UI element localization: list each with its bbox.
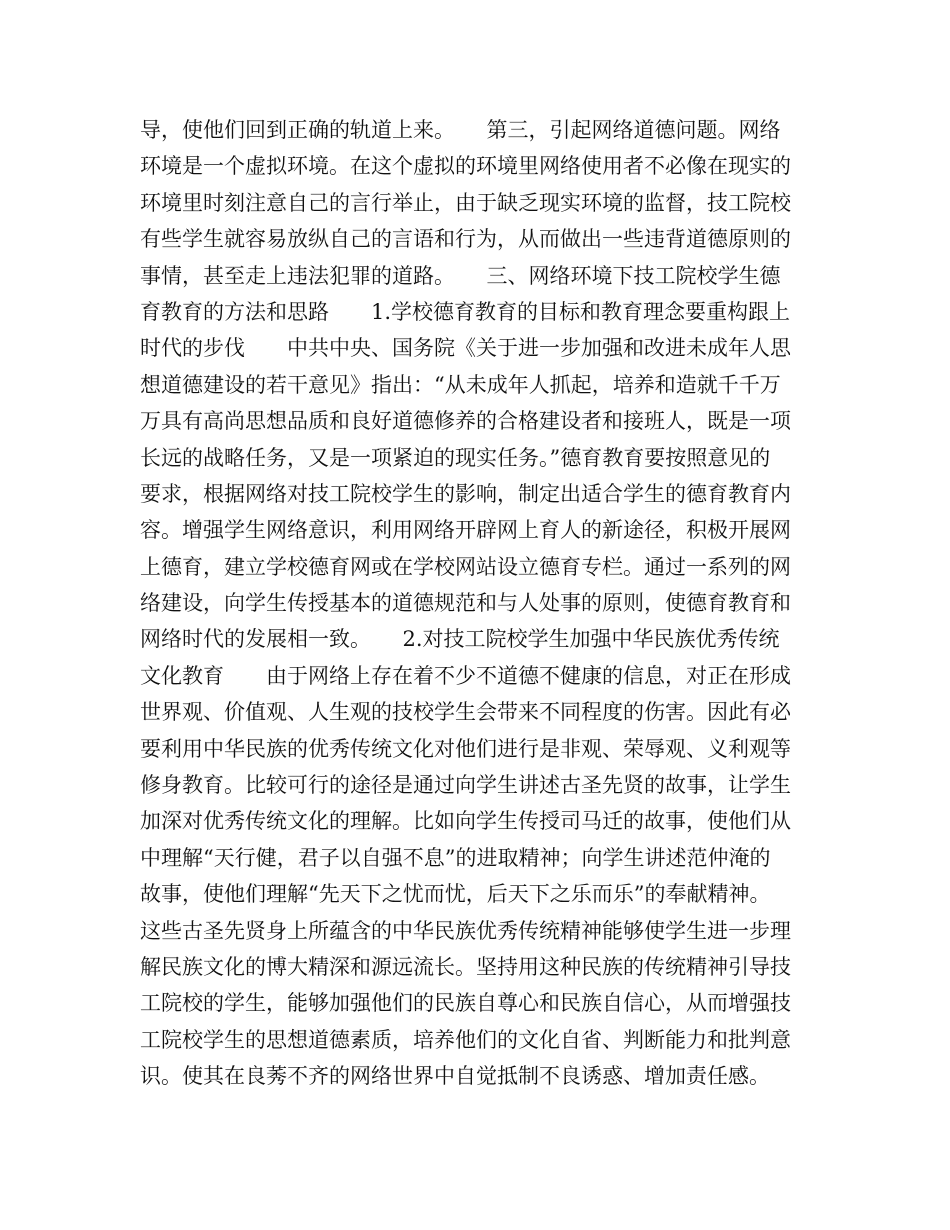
text-line: 育教育的方法和思路 1.学校德育教育的目标和教育理念要重构跟上 [140,299,791,324]
text-line: 加深对优秀传统文化的理解。比如向学生传授司马迁的故事，使他们从 [140,809,791,834]
text-line: 上德育，建立学校德育网或在学校网站设立德育专栏。通过一系列的网 [140,554,791,579]
text-line: 环境里时刻注意自己的言行举止，由于缺乏现实环境的监督，技工院校 [140,190,791,215]
text-line: 长远的战略任务，又是一项紧迫的现实任务。”德育教育要按照意见的 [140,445,771,470]
text-line: 络建设，向学生传授基本的道德规范和与人处事的原则，使德育教育和 [140,591,791,616]
text-line: 工院校学生的思想道德素质，培养他们的文化自省、判断能力和批判意 [140,1027,791,1052]
text-line: 识。使其在良莠不齐的网络世界中自觉抵制不良诱惑、增加责任感。 [140,1064,770,1089]
text-line: 要利用中华民族的优秀传统文化对他们进行是非观、荣辱观、义利观等 [140,736,791,761]
text-line: 有些学生就容易放纵自己的言语和行为，从而做出一些违背道德原则的 [140,227,791,252]
body-text [140,112,820,1095]
text-line: 文化教育 由于网络上存在着不少不道德不健康的信息，对正在形成 [140,663,791,688]
text-line: 网络时代的发展相一致。 2.对技工院校学生加强中华民族优秀传统 [140,627,780,652]
text-line: 时代的步伐 中共中央、国务院《关于进一步加强和改进未成年人思 [140,336,791,361]
text-line: 解民族文化的博大精深和源远流长。坚持用这种民族的传统精神引导技 [140,954,791,979]
text-line: 容。增强学生网络意识，利用网络开辟网上育人的新途径，积极开展网 [140,518,791,543]
text-line: 导，使他们回到正确的轨道上来。 第三，引起网络道德问题。网络 [140,118,781,142]
text-line: 世界观、价值观、人生观的技校学生会带来不同程度的伤害。因此有必 [140,700,791,725]
text-line: 环境是一个虚拟环境。在这个虚拟的环境里网络使用者不必像在现实的 [140,154,791,179]
text-line: 故事，使他们理解“先天下之忧而忧，后天下之乐而乐”的奉献精神。 [140,882,771,907]
text-line: 要求，根据网络对技工院校学生的影响，制定出适合学生的德育教育内 [140,481,791,506]
text-line: 工院校的学生，能够加强他们的民族自尊心和民族自信心，从而增强技 [140,991,791,1016]
text-line: 修身教育。比较可行的途径是通过向学生讲述古圣先贤的故事，让学生 [140,773,791,798]
text-line: 万具有高尚思想品质和良好道德修养的合格建设者和接班人，既是一项 [140,409,791,434]
text-line: 想道德建设的若干意见》指出：“从未成年人抓起，培养和造就千千万 [140,372,781,397]
text-line: 中理解“天行健，君子以自强不息”的进取精神；向学生讲述范仲淹的 [140,845,771,870]
text-line: 事情，甚至走上违法犯罪的道路。 三、网络环境下技工院校学生德 [140,263,781,288]
text-line: 这些古圣先贤身上所蕴含的中华民族优秀传统精神能够使学生进一步理 [140,918,791,943]
